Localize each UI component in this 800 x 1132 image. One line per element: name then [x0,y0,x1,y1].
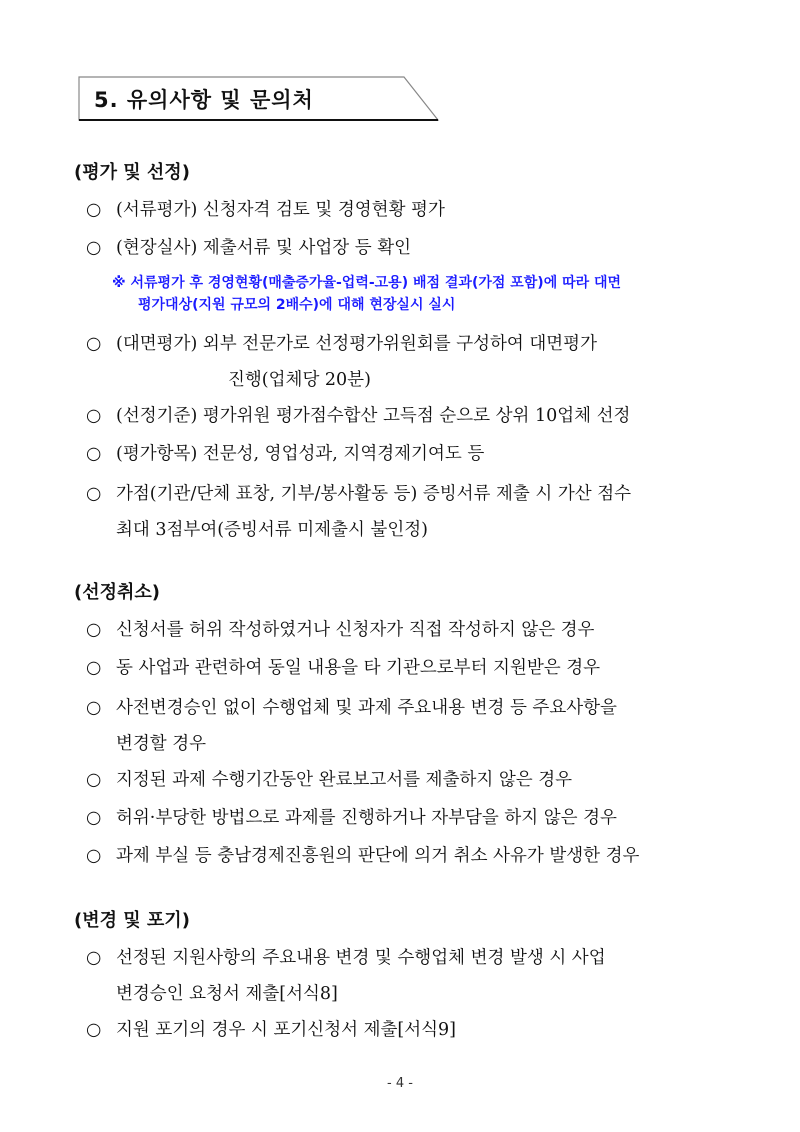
reference-mark-icon: ※ [112,275,126,291]
list-item: ○ 동 사업과 관련하여 동일 내용을 타 기관으로부터 지원받은 경우 [86,650,736,686]
circle-bullet-icon: ○ [86,1020,102,1040]
list-item: ○ (현장실사) 제출서류 및 사업장 등 확인 [86,230,736,266]
list-item: ○ 가점(기관/단체 표창, 기부/봉사활동 등) 증빙서류 제출 시 가산 점수 최대 3점부여(증빙서류 미제출시 불인정) [86,476,736,548]
list-item: ○ 사전변경승인 없이 수행업체 및 과제 주요내용 변경 등 주요사항을 변경할 경우 [86,690,736,762]
section-title-cancellation: (선정취소) [74,582,161,603]
circle-bullet-icon: ○ [86,484,102,504]
circle-bullet-icon: ○ [86,406,102,426]
list-item: ○ (평가항목) 전문성, 영업성과, 지역경제기여도 등 [86,436,736,472]
list-item: ○ (선정기준) 평가위원 평가점수합산 고득점 순으로 상위 10업체 선정 [86,398,736,434]
section-title-evaluation: (평가 및 선정) [74,162,190,183]
page-title: 5. 유의사항 및 문의처 [94,88,314,112]
section-header [78,76,438,120]
circle-bullet-icon: ○ [86,334,102,354]
list-item: ○ (대면평가) 외부 전문가로 선정평가위원회를 구성하여 대면평가 진행(업체당 20분) [86,326,736,398]
list-item: ○ 허위·부당한 방법으로 과제를 진행하거나 자부담을 하지 않은 경우 [86,800,736,836]
circle-bullet-icon: ○ [86,238,102,258]
list-item: ○ (서류평가) 신청자격 검토 및 경영현황 평가 [86,192,736,228]
list-item: ○ 지정된 과제 수행기간동안 완료보고서를 제출하지 않은 경우 [86,762,736,798]
circle-bullet-icon: ○ [86,948,102,968]
circle-bullet-icon: ○ [86,444,102,464]
list-item: ○ 신청서를 허위 작성하였거나 신청자가 직접 작성하지 않은 경우 [86,612,736,648]
note-remark: ※ 서류평가 후 경영현황(매출증가율-업력-고용) 배점 결과(가점 포함)에 따라 대면 평가대상(지원 규모의 2배수)에 대해 현장실시 실시 [112,275,622,313]
list-item: ○ 선정된 지원사항의 주요내용 변경 및 수행업체 변경 발생 시 사업 변경승인 요청서 제출[서식8] [86,940,736,1012]
circle-bullet-icon: ○ [86,620,102,640]
list-item: ○ 지원 포기의 경우 시 포기신청서 제출[서식9] [86,1012,736,1048]
circle-bullet-icon: ○ [86,200,102,220]
list-item: ○ 과제 부실 등 충남경제진흥원의 판단에 의거 취소 사유가 발생한 경우 [86,838,736,874]
circle-bullet-icon: ○ [86,846,102,866]
circle-bullet-icon: ○ [86,808,102,828]
circle-bullet-icon: ○ [86,770,102,790]
circle-bullet-icon: ○ [86,658,102,678]
section-title-change-withdrawal: (변경 및 포기) [74,910,190,931]
page-number: - 4 - [387,1076,413,1091]
circle-bullet-icon: ○ [86,698,102,718]
